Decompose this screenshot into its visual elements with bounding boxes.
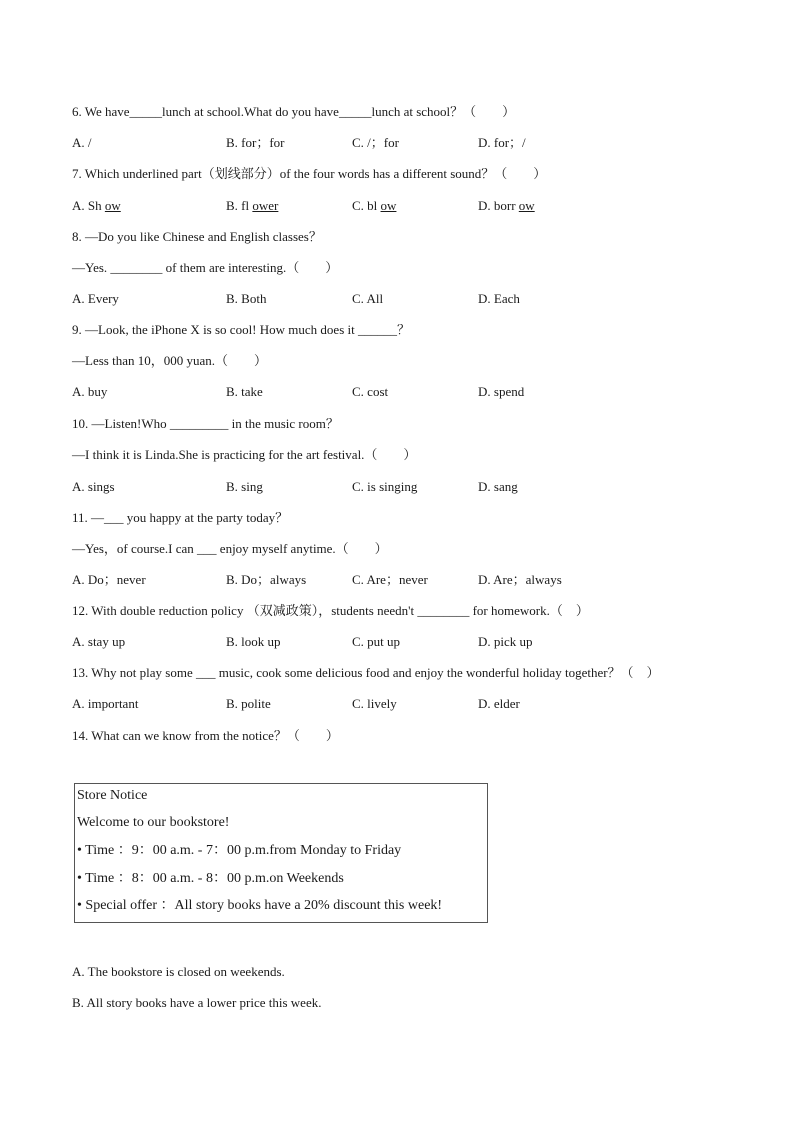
question-10-options	[72, 479, 712, 495]
option-d[interactable]: D. pick up	[478, 634, 533, 649]
option-c[interactable]: C. cost	[352, 384, 389, 399]
question-12-stem: 12. With double reduction policy （双减政策），students needn't ________ for homework.（ ）	[72, 603, 589, 618]
question-6-stem: 6. We have_____lunch at school.What do you have_____lunch at school？（ ）	[72, 104, 516, 119]
question-9-stem-line2: —Less than 10，000 yuan.（ ）	[72, 353, 267, 368]
store-notice-box	[74, 783, 488, 923]
underlined-part: ow	[104, 198, 121, 213]
option-c[interactable]: C. lively	[352, 696, 397, 711]
notice-item: • Time ：8：00 a.m. - 8：00 p.m.on Weekends	[77, 871, 344, 886]
question-12-options	[72, 634, 712, 650]
option-a[interactable]: A. buy	[72, 384, 108, 399]
option-d[interactable]: D. elder	[478, 696, 520, 711]
underlined-part: ow	[518, 198, 535, 213]
option-a[interactable]: A. Sh ow	[72, 198, 121, 213]
option-b[interactable]: B. All story books have a lower price this week.	[72, 995, 322, 1010]
option-b[interactable]: B. Both	[226, 291, 267, 306]
question-8-stem: 8. —Do you like Chinese and English classes？	[72, 229, 322, 244]
question-10-stem-line2: —I think it is Linda.She is practicing for the art festival.（ ）	[72, 447, 417, 462]
underlined-part: ower	[252, 198, 279, 213]
option-c[interactable]: C. bl ow	[352, 198, 397, 213]
notice-item: • Special offer ：All story books have a 20% discount this week!	[77, 898, 443, 913]
question-11-stem: 11. —___ you happy at the party today？	[72, 510, 289, 525]
option-a[interactable]: A. /	[72, 135, 92, 150]
underlined-part: ow	[380, 198, 397, 213]
option-c[interactable]: C. is singing	[352, 479, 418, 494]
notice-item: • Time ：9：00 a.m. - 7：00 p.m.from Monday to Friday	[77, 843, 402, 858]
option-d[interactable]: D. sang	[478, 479, 518, 494]
question-9-options	[72, 384, 712, 400]
option-a[interactable]: A. important	[72, 696, 139, 711]
question-11-stem-line2: —Yes，of course.I can ___ enjoy myself anytime.（ ）	[72, 541, 388, 556]
question-11-options	[72, 572, 712, 588]
option-b[interactable]: B. for；for	[226, 135, 285, 150]
question-10-stem: 10. —Listen!Who _________ in the music room？	[72, 416, 339, 431]
option-b[interactable]: B. sing	[226, 479, 263, 494]
question-8-stem-line2: —Yes. ________ of them are interesting.（ ）	[72, 260, 339, 275]
option-a[interactable]: A. sings	[72, 479, 115, 494]
option-b[interactable]: B. Do；always	[226, 572, 307, 587]
option-d[interactable]: D. borr ow	[478, 198, 535, 213]
option-b[interactable]: B. fl ower	[226, 198, 279, 213]
question-13-options	[72, 696, 712, 712]
option-b[interactable]: B. look up	[226, 634, 281, 649]
option-c[interactable]: C. Are；never	[352, 572, 428, 587]
question-6-options	[72, 135, 712, 151]
question-9-stem: 9. —Look, the iPhone X is so cool! How much does it ______？	[72, 322, 410, 337]
option-d[interactable]: D. Are；always	[478, 572, 562, 587]
option-a[interactable]: A. The bookstore is closed on weekends.	[72, 964, 285, 979]
question-8-options	[72, 291, 712, 307]
option-a[interactable]: A. stay up	[72, 634, 126, 649]
option-a[interactable]: A. Do；never	[72, 572, 146, 587]
option-c[interactable]: C. put up	[352, 634, 401, 649]
question-7-stem: 7. Which underlined part（划线部分）of the four words has a different sound？（ ）	[72, 166, 547, 181]
option-c[interactable]: C. All	[352, 291, 384, 306]
option-d[interactable]: D. spend	[478, 384, 525, 399]
question-14-stem: 14. What can we know from the notice？（ ）	[72, 728, 339, 743]
option-d[interactable]: D. Each	[478, 291, 520, 306]
option-b[interactable]: B. take	[226, 384, 263, 399]
question-7-options	[72, 198, 712, 214]
notice-title: Store Notice	[77, 788, 148, 803]
question-13-stem: 13. Why not play some ___ music, cook some delicious food and enjoy the wonderful holiday together？（ ）	[72, 665, 660, 680]
notice-welcome: Welcome to our bookstore!	[77, 815, 230, 830]
option-c[interactable]: C. /；for	[352, 135, 399, 150]
option-a[interactable]: A. Every	[72, 291, 119, 306]
option-d[interactable]: D. for；/	[478, 135, 526, 150]
option-b[interactable]: B. polite	[226, 696, 271, 711]
